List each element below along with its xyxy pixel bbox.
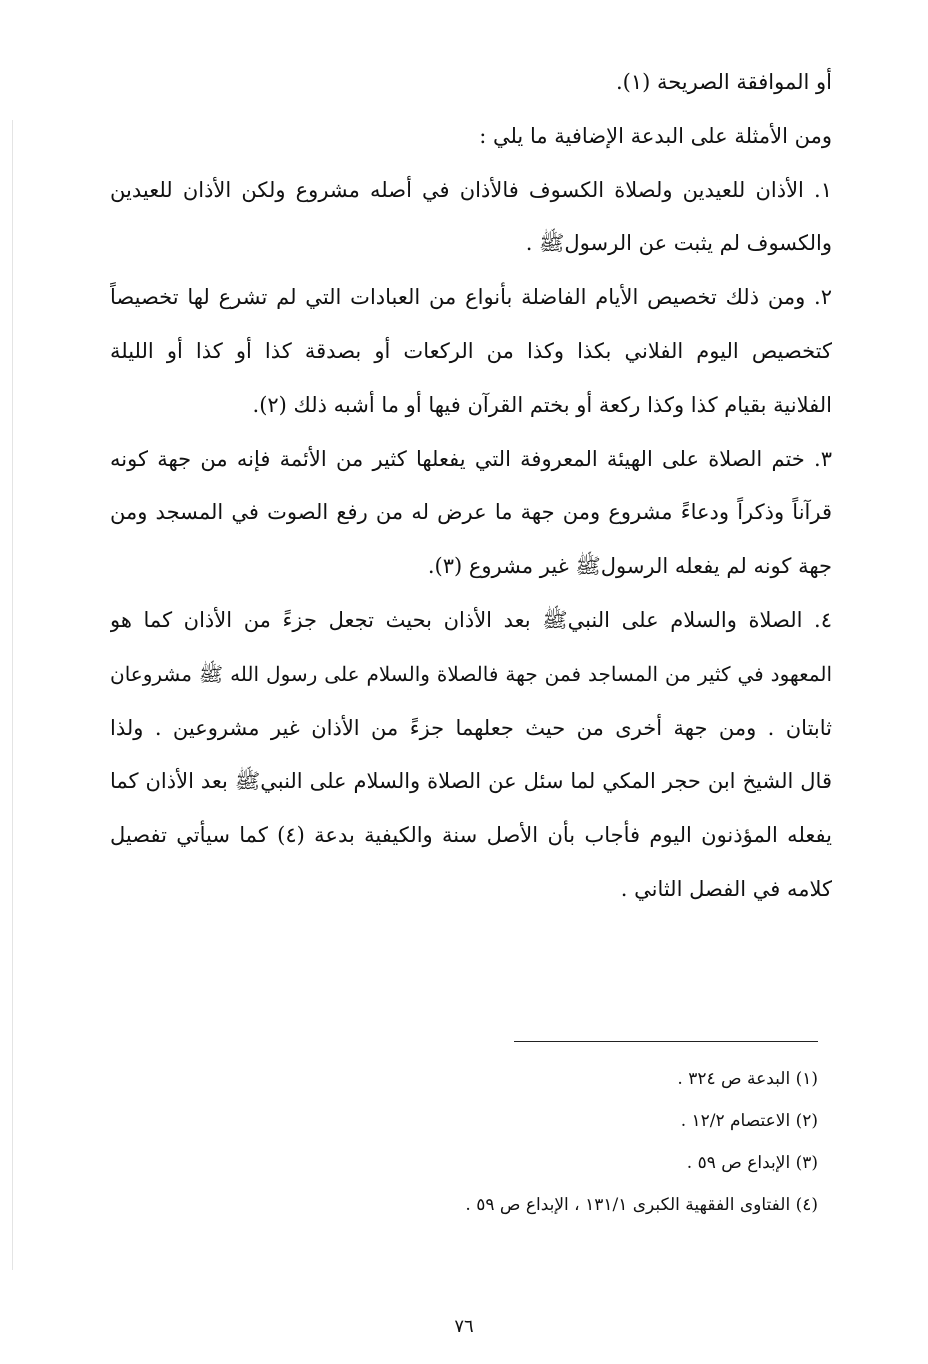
footnotes xyxy=(258,1058,818,1226)
text-line-4: والكسوف لم يثبت عن الرسولﷺ . xyxy=(525,231,832,256)
text-line-15: يفعله المؤذنون اليوم فأجاب بأن الأصل سنة والكيفية بدعة (٤) كما سيأتي تفصيل xyxy=(110,823,832,848)
main-text xyxy=(110,56,832,917)
text-line-7: الفلانية بقيام كذا وكذا ركعة أو بختم القرآن فيها أو ما أشبه ذلك (٢). xyxy=(252,392,832,417)
text-line-13: ثابتان . ومن جهة أخرى من حيث جعلهما جزءً من الأذان غير مشروعين . ولذا xyxy=(110,715,832,740)
text-line-12: المعهود في كثير من المساجد فمن جهة فالصلاة والسلام على رسول الله ﷺ مشروعان xyxy=(110,661,832,686)
page-number: ٧٦ xyxy=(454,1316,474,1337)
text-line-3: ١. الأذان للعيدين ولصلاة الكسوف فالأذان في أصله مشروع ولكن الأذان للعيدين xyxy=(110,177,832,202)
text-line-11: ٤. الصلاة والسلام على النبيﷺ بعد الأذان بحيث تجعل جزءً من الأذان كما هو xyxy=(110,607,832,632)
footnote-3: (٣) الإبداع ص ٥٩ . xyxy=(686,1153,818,1173)
text-line-2: ومن الأمثلة على البدعة الإضافية ما يلي : xyxy=(479,123,832,148)
footnote-1: (١) البدعة ص ٣٢٤ . xyxy=(677,1069,818,1089)
footnote-2: (٢) الاعتصام ١٢/٢ . xyxy=(680,1111,818,1131)
text-line-14: قال الشيخ ابن حجر المكي لما سئل عن الصلاة والسلام على النبيﷺ بعد الأذان كما xyxy=(110,769,832,794)
text-line-16: كلامه في الفصل الثاني . xyxy=(620,876,832,901)
text-line-1: أو الموافقة الصريحة (١). xyxy=(615,70,832,94)
text-line-10: جهة كونه لم يفعله الرسولﷺ غير مشروع (٣). xyxy=(427,554,832,579)
footnote-4: (٤) الفتاوى الفقهية الكبرى ١٣١/١ ، الإبداع ص ٥٩ . xyxy=(465,1195,818,1215)
text-line-6: كتخصيص اليوم الفلاني بكذا وكذا من الركعات أو بصدقة كذا أو كذا أو الليلة xyxy=(110,338,832,363)
text-line-9: قرآناً وذكراً ودعاءً مشروع ومن جهة ما عرض له من رفع الصوت في المسجد ومن xyxy=(110,500,832,525)
text-line-5: ٢. ومن ذلك تخصيص الأيام الفاضلة بأنواع من العبادات التي لم تشرع لها تخصيصاً xyxy=(110,285,832,310)
footnote-divider xyxy=(514,1041,818,1042)
page-edge-shadow xyxy=(12,120,13,1270)
text-line-8: ٣. ختم الصلاة على الهيئة المعروفة التي يفعلها كثير من الأئمة فإنه من جهة كونه xyxy=(110,446,832,471)
